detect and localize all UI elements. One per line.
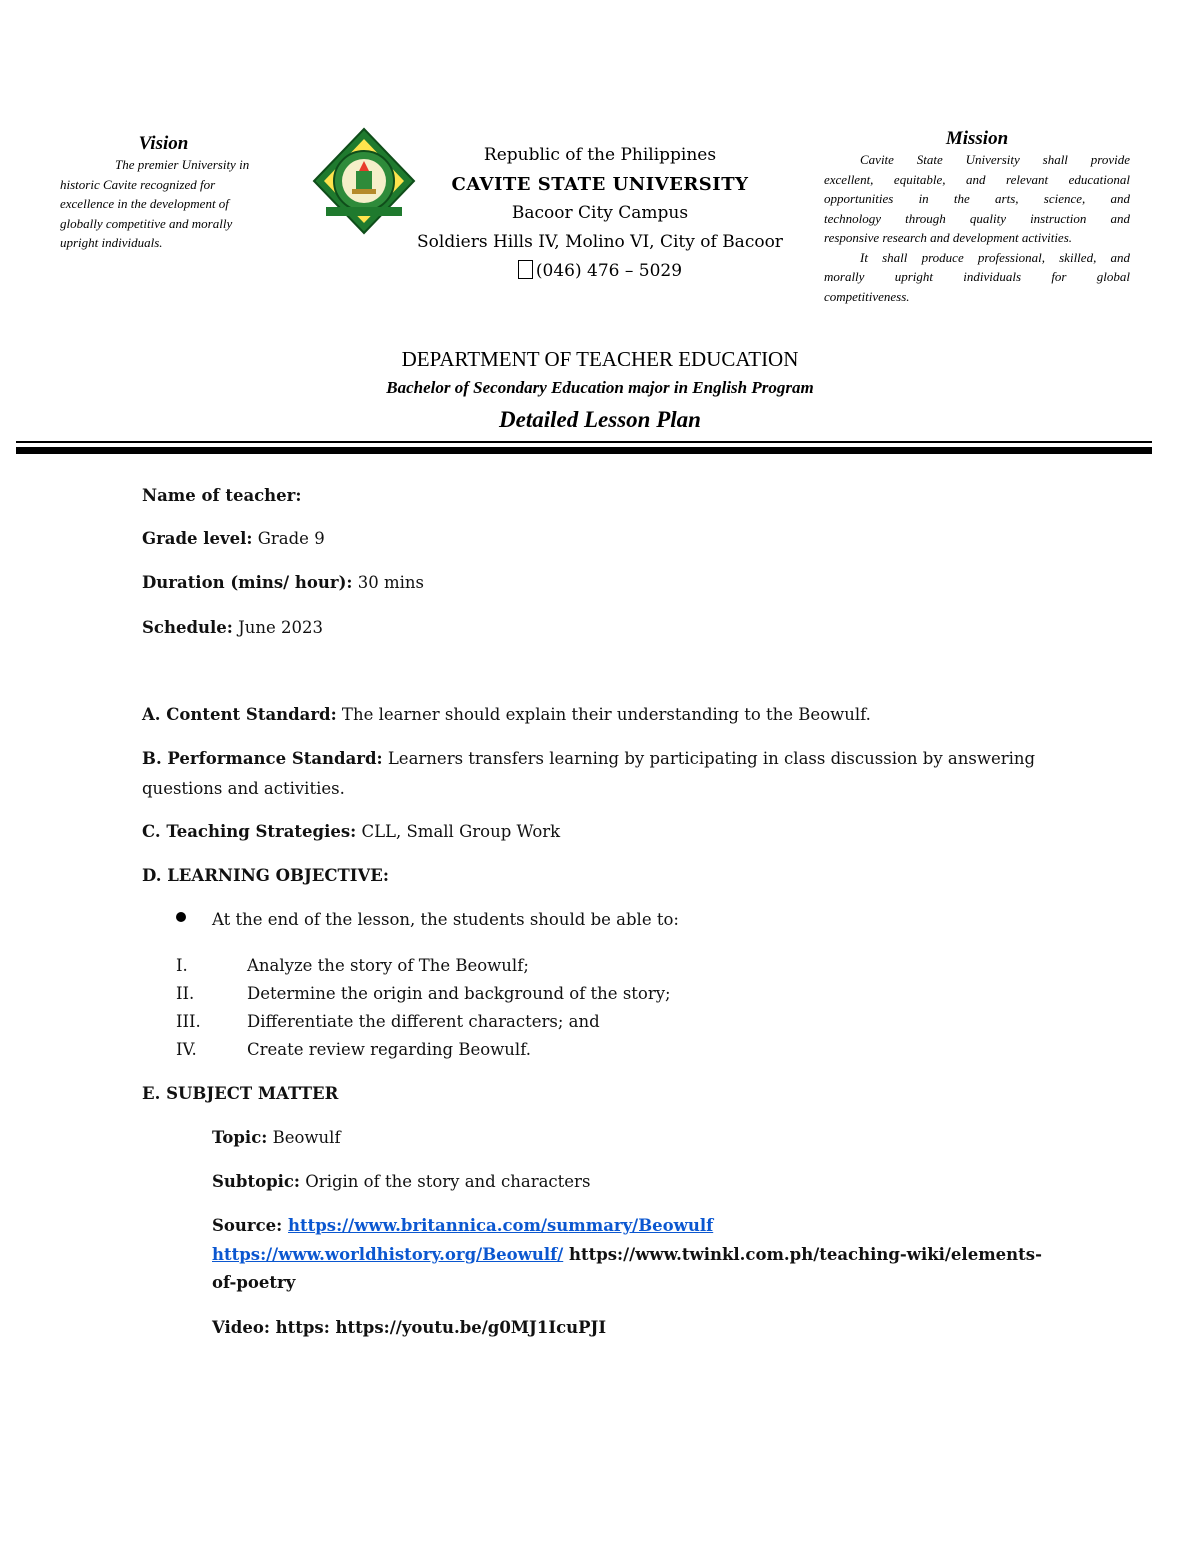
source-text-twinkl-continued: of-poetry bbox=[212, 1273, 296, 1292]
campus-address: Soldiers Hills IV, Molino VI, City of Bacoor bbox=[417, 232, 783, 252]
mission-block bbox=[824, 128, 1130, 306]
mission-line: Cavite State University shall provide bbox=[860, 152, 1130, 167]
source-link-britannica[interactable]: https://www.britannica.com/summary/Beowulf bbox=[288, 1216, 714, 1235]
learning-objective-heading: D. LEARNING OBJECTIVE: bbox=[142, 866, 389, 885]
vision-text bbox=[60, 155, 267, 253]
mission-line: responsive research and development activities. bbox=[824, 230, 1073, 245]
grade-value: Grade 9 bbox=[252, 529, 325, 548]
video-row: Video: https: https://youtu.be/g0MJ1IcuPJI bbox=[212, 1318, 607, 1337]
objective-item bbox=[176, 1040, 531, 1059]
duration-value: 30 mins bbox=[352, 573, 425, 592]
phone-line bbox=[390, 257, 810, 286]
grade-label: Grade level: bbox=[142, 529, 253, 548]
source-label: Source: bbox=[212, 1216, 288, 1235]
teaching-strategies-value: CLL, Small Group Work bbox=[356, 822, 561, 841]
source-row bbox=[212, 1216, 713, 1235]
objective-text: Differentiate the different characters; and bbox=[247, 1012, 600, 1031]
vision-line: historic Cavite recognized for bbox=[60, 176, 216, 192]
performance-standard-continued: questions and activities. bbox=[142, 779, 345, 798]
objective-text: Determine the origin and background of the story; bbox=[247, 984, 671, 1003]
duration-row bbox=[142, 573, 424, 592]
schedule-value: June 2023 bbox=[232, 618, 323, 637]
teaching-strategies-label: C. Teaching Strategies: bbox=[142, 822, 357, 841]
campus-name: Bacoor City Campus bbox=[511, 203, 689, 223]
duration-label: Duration (mins/ hour): bbox=[142, 573, 353, 592]
republic-text: Republic of the Philippines bbox=[483, 145, 717, 165]
objective-number: I. bbox=[176, 956, 188, 975]
bullet-icon bbox=[176, 912, 186, 922]
mission-line: opportunities in the arts, science, and bbox=[824, 191, 1130, 206]
objective-text: Analyze the story of The Beowulf; bbox=[247, 956, 529, 975]
vision-block bbox=[60, 133, 267, 253]
vision-title: Vision bbox=[138, 133, 189, 154]
performance-standard-value: Learners transfers learning by participating in class discussion by answering bbox=[382, 749, 1036, 768]
vision-line: globally competitive and morally bbox=[60, 215, 233, 231]
subject-matter-heading: E. SUBJECT MATTER bbox=[142, 1084, 339, 1103]
subtopic-row bbox=[212, 1172, 590, 1191]
university-header bbox=[390, 141, 810, 286]
mission-title: Mission bbox=[945, 128, 1009, 149]
content-standard-row bbox=[142, 705, 871, 724]
subtopic-value: Origin of the story and characters bbox=[300, 1172, 591, 1191]
objective-intro-item bbox=[176, 910, 679, 929]
content-standard-value: The learner should explain their understanding to the Beowulf. bbox=[336, 705, 871, 724]
objective-item bbox=[176, 984, 671, 1003]
source-link-worldhistory[interactable]: https://www.worldhistory.org/Beowulf/ bbox=[212, 1245, 564, 1264]
objective-item bbox=[176, 1012, 600, 1031]
mission-line: technology through quality instruction and bbox=[824, 210, 1130, 226]
schedule-label: Schedule: bbox=[142, 618, 233, 637]
vision-line: excellence in the development of bbox=[60, 196, 229, 211]
objective-number: IV. bbox=[176, 1040, 197, 1059]
vision-line: upright individuals. bbox=[60, 235, 163, 250]
source-row-2 bbox=[212, 1245, 1042, 1264]
department-heading bbox=[0, 344, 1200, 438]
objective-intro-text: At the end of the lesson, the students should be able to: bbox=[212, 910, 679, 929]
university-name: CAVITE STATE UNIVERSITY bbox=[451, 174, 749, 195]
header-divider-thick bbox=[16, 447, 1152, 454]
performance-standard-label: B. Performance Standard: bbox=[142, 749, 383, 768]
department-title: DEPARTMENT OF TEACHER EDUCATION bbox=[401, 347, 799, 371]
teacher-label: Name of teacher: bbox=[142, 486, 302, 505]
source-text-twinkl: https://www.twinkl.com.ph/teaching-wiki/elements- bbox=[563, 1245, 1042, 1264]
phone-number: (046) 476 – 5029 bbox=[535, 261, 683, 281]
performance-standard-row bbox=[142, 749, 1035, 768]
vision-line: The premier University in bbox=[115, 157, 250, 172]
objective-number: III. bbox=[176, 1012, 201, 1031]
subtopic-label: Subtopic: bbox=[212, 1172, 301, 1191]
objective-text: Create review regarding Beowulf. bbox=[247, 1040, 531, 1059]
grade-row bbox=[142, 529, 325, 548]
lesson-plan-title: Detailed Lesson Plan bbox=[499, 407, 701, 432]
schedule-row bbox=[142, 618, 323, 637]
mission-line: excellent, equitable, and relevant educational bbox=[824, 171, 1130, 187]
topic-label: Topic: bbox=[212, 1128, 268, 1147]
program-title: Bachelor of Secondary Education major in English Program bbox=[386, 378, 814, 397]
objective-number: II. bbox=[176, 984, 195, 1003]
content-standard-label: A. Content Standard: bbox=[142, 705, 337, 724]
header-divider-thin bbox=[16, 441, 1152, 443]
objective-item bbox=[176, 956, 529, 975]
mission-line: morally upright individuals for global bbox=[824, 269, 1130, 284]
mission-line: It shall produce professional, skilled, and bbox=[860, 249, 1130, 265]
mission-line: competitiveness. bbox=[824, 288, 910, 304]
teaching-strategies-row bbox=[142, 822, 560, 841]
phone-icon bbox=[518, 260, 533, 279]
teacher-row bbox=[142, 486, 301, 505]
topic-value: Beowulf bbox=[267, 1128, 341, 1147]
mission-text bbox=[824, 150, 1130, 306]
topic-row bbox=[212, 1128, 341, 1147]
